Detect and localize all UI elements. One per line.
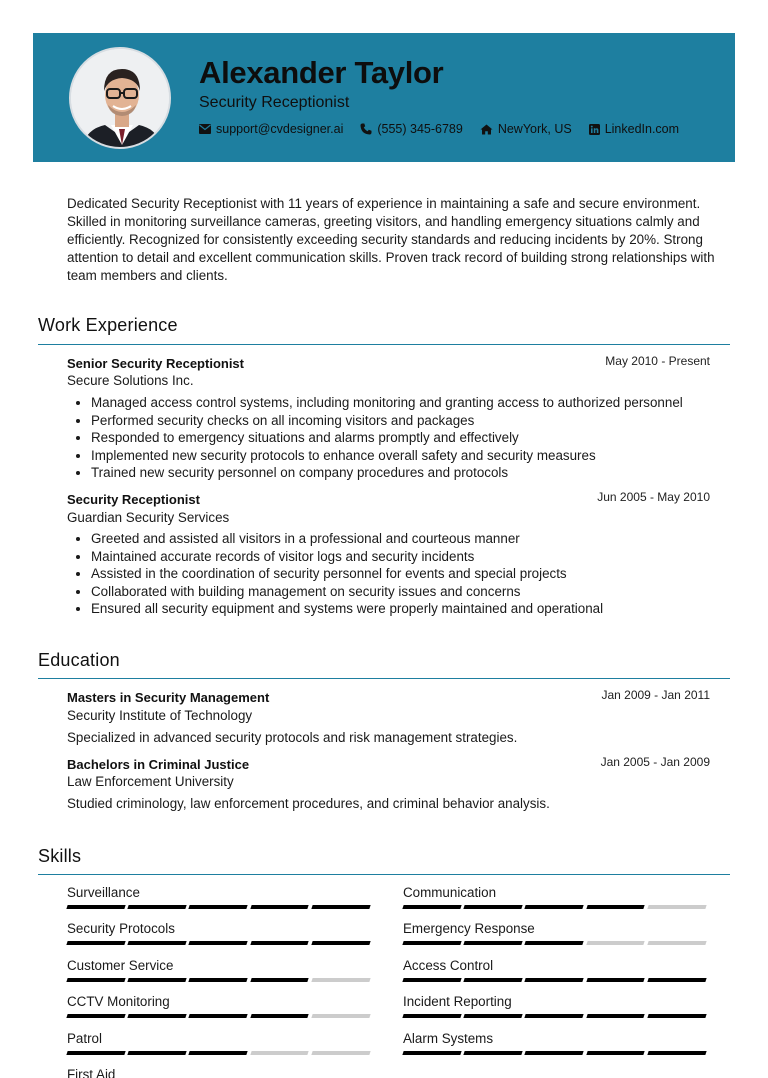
envelope-icon bbox=[199, 124, 211, 134]
skill-item bbox=[67, 958, 373, 982]
skill-segment-filled bbox=[250, 941, 309, 945]
skill-segment-empty bbox=[647, 941, 706, 945]
contact-linkedin-text: LinkedIn.com bbox=[604, 122, 680, 136]
contact-linkedin[interactable] bbox=[589, 122, 679, 136]
candidate-name: Alexander Taylor bbox=[199, 55, 444, 90]
skill-level-bar bbox=[402, 978, 709, 982]
skill-segment-empty bbox=[647, 905, 706, 909]
section-heading-education: Education bbox=[38, 650, 120, 670]
skill-segment-filled bbox=[647, 1014, 706, 1018]
job-bullet: • Implemented new security protocols to enhance overall safety and security measures bbox=[91, 447, 721, 465]
skill-name: Communication bbox=[403, 885, 497, 900]
degree-description: Specialized in advanced security protocols and risk management strategies. bbox=[67, 730, 518, 745]
job-bullet: • Performed security checks on all incoming visitors and packages bbox=[91, 412, 721, 430]
skill-name: Surveillance bbox=[67, 885, 140, 900]
skill-level-bar bbox=[402, 1014, 709, 1018]
degree-description: Studied criminology, law enforcement procedures, and criminal behavior analysis. bbox=[67, 796, 550, 811]
job-company: Secure Solutions Inc. bbox=[67, 373, 194, 388]
skill-name: First Aid bbox=[67, 1067, 116, 1078]
skill-segment-filled bbox=[128, 1051, 187, 1055]
contact-phone[interactable] bbox=[360, 122, 462, 136]
job-bullet: • Trained new security personnel on company procedures and protocols bbox=[91, 464, 721, 482]
skill-level-bar bbox=[402, 1051, 709, 1055]
skill-segment-filled bbox=[402, 905, 461, 909]
candidate-title: Security Receptionist bbox=[199, 94, 350, 111]
degree-school: Security Institute of Technology bbox=[67, 708, 253, 723]
profile-photo bbox=[69, 47, 171, 149]
section-heading-skills: Skills bbox=[38, 846, 82, 866]
skill-segment-filled bbox=[525, 905, 584, 909]
skill-name: Incident Reporting bbox=[403, 994, 512, 1009]
section-heading-work: Work Experience bbox=[38, 315, 178, 335]
skill-segment-empty bbox=[311, 1014, 370, 1018]
job-bullets bbox=[91, 394, 721, 482]
skill-item bbox=[67, 994, 373, 1018]
contact-email[interactable] bbox=[199, 122, 343, 136]
skill-item bbox=[403, 885, 709, 909]
skill-segment-filled bbox=[66, 1014, 125, 1018]
job-company: Guardian Security Services bbox=[67, 510, 230, 525]
skill-segment-filled bbox=[189, 1014, 248, 1018]
job-dates: Jun 2005 - May 2010 bbox=[597, 490, 710, 504]
skill-segment-filled bbox=[525, 978, 584, 982]
skill-segment-filled bbox=[586, 978, 645, 982]
contact-location-text: NewYork, US bbox=[497, 122, 572, 136]
skill-segment-filled bbox=[66, 978, 125, 982]
skill-item bbox=[67, 885, 373, 909]
skill-name: Customer Service bbox=[67, 958, 174, 973]
skill-segment-filled bbox=[525, 1014, 584, 1018]
skill-segment-filled bbox=[250, 978, 309, 982]
skill-segment-filled bbox=[402, 978, 461, 982]
skill-segment-filled bbox=[464, 978, 523, 982]
degree-title: Bachelors in Criminal Justice bbox=[67, 757, 250, 772]
skill-segment-empty bbox=[311, 978, 370, 982]
skill-segment-filled bbox=[464, 1014, 523, 1018]
professional-summary: Dedicated Security Receptionist with 11 years of experience in maintaining a safe and secure environment. Skilled in monitoring surveillance cameras, greeting visitors, and handling emergency situations calmly and efficiently. Recognized for consistently exceeding security standards and reducing incidents by 20%. Strong attention to detail and excellent communication skills. Proven track record of building strong relationships with team members and clients. bbox=[67, 196, 715, 283]
skill-segment-filled bbox=[647, 978, 706, 982]
home-icon bbox=[480, 124, 493, 135]
skill-segment-filled bbox=[189, 1051, 248, 1055]
skill-segment-filled bbox=[402, 941, 461, 945]
job-bullet: • Greeted and assisted all visitors in a professional and courteous manner bbox=[91, 530, 721, 548]
skill-level-bar bbox=[402, 905, 709, 909]
skill-item bbox=[403, 1031, 709, 1055]
job-bullet: • Assisted in the coordination of security personnel for events and special projects bbox=[91, 565, 721, 583]
skill-segment-empty bbox=[586, 941, 645, 945]
skill-segment-filled bbox=[647, 1051, 706, 1055]
skill-name: Security Protocols bbox=[67, 921, 175, 936]
job-bullet: • Maintained accurate records of visitor logs and security incidents bbox=[91, 548, 721, 566]
contact-location bbox=[480, 122, 572, 136]
degree-school: Law Enforcement University bbox=[67, 774, 234, 789]
skill-name: Emergency Response bbox=[403, 921, 535, 936]
linkedin-icon bbox=[589, 124, 600, 135]
skill-level-bar bbox=[66, 978, 373, 982]
skill-segment-empty bbox=[250, 1051, 309, 1055]
skill-segment-filled bbox=[66, 905, 125, 909]
skill-segment-filled bbox=[250, 1014, 309, 1018]
phone-icon bbox=[360, 123, 372, 135]
skill-segment-filled bbox=[586, 905, 645, 909]
section-divider bbox=[38, 344, 730, 345]
section-divider bbox=[38, 874, 730, 875]
skill-segment-empty bbox=[311, 1051, 370, 1055]
skill-segment-filled bbox=[250, 905, 309, 909]
section-divider bbox=[38, 678, 730, 679]
skill-segment-filled bbox=[128, 1014, 187, 1018]
skill-segment-filled bbox=[189, 905, 248, 909]
contact-email-text: support@cvdesigner.ai bbox=[216, 122, 344, 136]
job-bullets bbox=[91, 530, 721, 618]
job-bullet: • Responded to emergency situations and alarms promptly and effectively bbox=[91, 429, 721, 447]
skill-item bbox=[403, 958, 709, 982]
skill-item bbox=[403, 921, 709, 945]
skill-level-bar bbox=[66, 1014, 373, 1018]
job-title: Senior Security Receptionist bbox=[67, 356, 244, 371]
skill-item bbox=[67, 921, 373, 945]
skill-segment-filled bbox=[128, 905, 187, 909]
skill-segment-filled bbox=[311, 905, 370, 909]
degree-dates: Jan 2005 - Jan 2009 bbox=[600, 755, 710, 769]
job-bullet: • Ensured all security equipment and systems were properly maintained and operational bbox=[91, 600, 721, 618]
skill-level-bar bbox=[402, 941, 709, 945]
skill-segment-filled bbox=[311, 941, 370, 945]
skill-segment-filled bbox=[525, 941, 584, 945]
skill-level-bar bbox=[66, 905, 373, 909]
contact-row bbox=[199, 122, 696, 136]
profile-photo-illustration bbox=[71, 49, 171, 149]
contact-phone-text: (555) 345-6789 bbox=[377, 122, 463, 136]
skill-segment-filled bbox=[402, 1014, 461, 1018]
skill-segment-filled bbox=[66, 1051, 125, 1055]
degree-dates: Jan 2009 - Jan 2011 bbox=[601, 688, 710, 702]
skill-item bbox=[67, 1067, 373, 1078]
skill-level-bar bbox=[66, 941, 373, 945]
job-bullet: • Collaborated with building management on security issues and concerns bbox=[91, 583, 721, 601]
skill-segment-filled bbox=[586, 1014, 645, 1018]
skill-name: CCTV Monitoring bbox=[67, 994, 170, 1009]
skill-name: Alarm Systems bbox=[403, 1031, 494, 1046]
skill-segment-filled bbox=[464, 905, 523, 909]
skill-segment-filled bbox=[402, 1051, 461, 1055]
skill-segment-filled bbox=[464, 941, 523, 945]
skill-segment-filled bbox=[128, 941, 187, 945]
skill-segment-filled bbox=[189, 941, 248, 945]
skill-segment-filled bbox=[525, 1051, 584, 1055]
skill-item bbox=[403, 994, 709, 1018]
skill-item bbox=[67, 1031, 373, 1055]
skill-segment-filled bbox=[66, 941, 125, 945]
resume-header bbox=[33, 33, 735, 162]
skill-name: Access Control bbox=[403, 958, 494, 973]
skill-segment-filled bbox=[464, 1051, 523, 1055]
job-dates: May 2010 - Present bbox=[605, 354, 710, 368]
skill-segment-filled bbox=[128, 978, 187, 982]
skill-segment-filled bbox=[189, 978, 248, 982]
skill-segment-filled bbox=[586, 1051, 645, 1055]
skill-name: Patrol bbox=[67, 1031, 102, 1046]
job-bullet: • Managed access control systems, including monitoring and granting access to authorized personnel bbox=[91, 394, 721, 412]
skill-level-bar bbox=[66, 1051, 373, 1055]
job-title: Security Receptionist bbox=[67, 492, 200, 507]
degree-title: Masters in Security Management bbox=[67, 690, 270, 705]
